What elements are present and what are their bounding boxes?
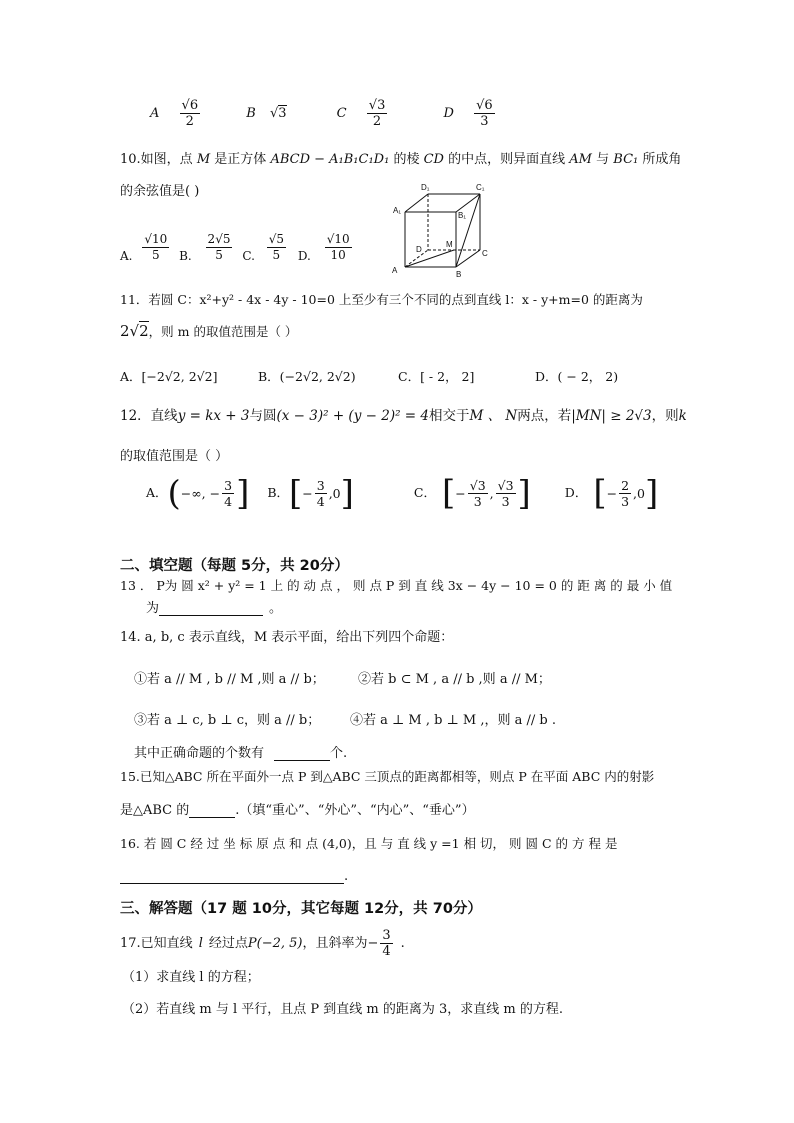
q13-line1: 13 ． P为 圆 x² + y² = 1 上 的 动 点 ， 则 点 P 到 直 线 3x − 4y − 10 = 0 的 距 离 的 最 小 值	[120, 578, 673, 593]
q11-option-a: A．[−2√2, 2√2]	[120, 369, 218, 384]
q12-options	[146, 473, 659, 513]
q14-prop-4: ④若 a ⊥ M , b ⊥ M ,，则 a // b .	[350, 713, 556, 728]
q10-option-b-label: B.	[179, 249, 192, 263]
q15-line2: 是△ABC 的 .（填“重心”、“外心”、“内心”、“垂心”）	[120, 803, 475, 818]
label-b1: B₁	[458, 211, 467, 220]
q10-stem-line2: 的余弦值是( )	[120, 184, 200, 199]
q12-option-a: A．(−∞, − $\frac{3}{4}$ ]	[146, 473, 250, 513]
q9-option-d-label: D	[443, 106, 454, 121]
q17-stem: 17.已知直线 l 经过点P(−2, 5)，且斜率为− $\frac{3}{4}$ .	[120, 928, 405, 959]
edge-b1c1	[456, 194, 480, 212]
q12-stem-line2: 的取值范围是（ ）	[120, 449, 229, 464]
label-m: M	[446, 240, 453, 249]
q10-option-d-value: $\frac{√10}{10}$	[326, 232, 350, 262]
q12-stem-line1: 12．直线y = kx + 3与圆(x − 3)² + (y − 2)² = 4相交于M 、 N两点，若|MN| ≥ 2√3，则k	[120, 408, 687, 424]
q11-stem-line2: 2√2，则 m 的取值范围是（ ）	[120, 322, 298, 340]
q13-line2: 为 。	[146, 601, 283, 616]
label-a1: A₁	[393, 206, 402, 215]
q12-option-b: B．[− $\frac{3}{4}$ ,0]	[267, 473, 354, 513]
q10-option-a-value: $\frac{√10}{5}$	[144, 232, 168, 262]
q14-prop-1: ①若 a // M , b // M ,则 a // b；	[134, 672, 325, 687]
q10-option-a-label: A.	[120, 249, 133, 263]
q10-option-c-label: C.	[242, 249, 255, 263]
section-3-heading: 三、解答题（17 题 10分，其它每题 12分，共 70分）	[120, 901, 482, 917]
q9-option-c-value: $\frac{√3}{2}$	[368, 98, 386, 129]
q9-option-b-label: B	[246, 106, 256, 121]
edge-a1d1	[405, 194, 428, 212]
label-d: D	[416, 245, 422, 254]
q9-option-b-value: √3	[269, 106, 287, 121]
q10-option-c-value: $\frac{√5}{5}$	[268, 232, 285, 262]
q11-option-d: D．( − 2， 2)	[535, 369, 619, 384]
q14-prop-2: ②若 b ⊂ M , a // b ,则 a // M；	[358, 672, 551, 687]
q13-answer-blank[interactable]	[159, 600, 263, 616]
label-d1: D₁	[421, 183, 430, 192]
q14-intro: 14. a, b, c 表示直线，M 表示平面，给出下列四个命题：	[120, 630, 454, 645]
q11-option-b: B．(−2√2, 2√2)	[258, 369, 356, 384]
q9-option-c-label: C	[336, 106, 347, 121]
label-c1: C₁	[476, 183, 485, 192]
label-c: C	[482, 249, 488, 258]
q10-stem-line1: 10.如图，点 M 是正方体 ABCD − A₁B₁C₁D₁ 的棱 CD 的中点，则异面直线 AM 与 BC₁ 所成角	[120, 152, 682, 167]
q15-line1: 15.已知△ABC 所在平面外一点 P 到△ABC 三顶点的距离都相等，则点 P 在平面 ABC 内的射影	[120, 769, 655, 784]
q16-line1: 16. 若 圆 C 经 过 坐 标 原 点 和 点 (4,0)，且 与 直 线 y =1 相 切， 则 圆 C 的 方 程 是	[120, 836, 618, 851]
q16-answer-blank[interactable]	[120, 868, 344, 884]
section-2-heading: 二、填空题（每题 5分，共 20分）	[120, 558, 349, 574]
q11-stem-line1: 11．若圆 C：x²+y² - 4x - 4y - 10=0 上至少有三个不同的点到直线 l：x - y+m=0 的距离为	[120, 292, 643, 307]
segment-am	[405, 250, 454, 267]
q10-option-b-value: $\frac{2√5}{5}$	[207, 232, 231, 262]
q11-option-c: C．[ - 2， 2]	[398, 369, 475, 384]
q16-line2: .	[120, 868, 348, 884]
q17-sub-1: （1）求直线 l 的方程；	[122, 970, 260, 985]
edge-bc	[456, 250, 480, 267]
label-a: A	[392, 266, 398, 275]
q10-options	[120, 232, 354, 263]
q14-tail: 其中正确命题的个数有 个.	[134, 746, 348, 761]
q9-option-a-value: $\frac{√6}{2}$	[181, 98, 199, 129]
q9-options	[150, 98, 497, 129]
segment-bc1	[456, 194, 480, 267]
label-b: B	[456, 270, 462, 279]
q9-option-a-label: A	[150, 106, 160, 121]
cube-figure	[388, 180, 498, 280]
q15-answer-blank[interactable]	[189, 802, 235, 818]
q10-option-d-label: D.	[297, 249, 311, 263]
q14-prop-3: ③若 a ⊥ c, b ⊥ c，则 a // b；	[134, 713, 321, 728]
q14-answer-blank[interactable]	[274, 745, 330, 761]
q12-option-c: C． [− $\frac{√3}{3}$ , $\frac{√3}{3}$ ]	[413, 473, 531, 513]
q17-sub-2: （2）若直线 m 与 l 平行，且点 P 到直线 m 的距离为 3，求直线 m 的方程.	[122, 1002, 564, 1017]
q12-option-d: D． [− $\frac{2}{3}$ ,0]	[564, 473, 659, 513]
q9-option-d-value: $\frac{√6}{3}$	[476, 98, 493, 129]
